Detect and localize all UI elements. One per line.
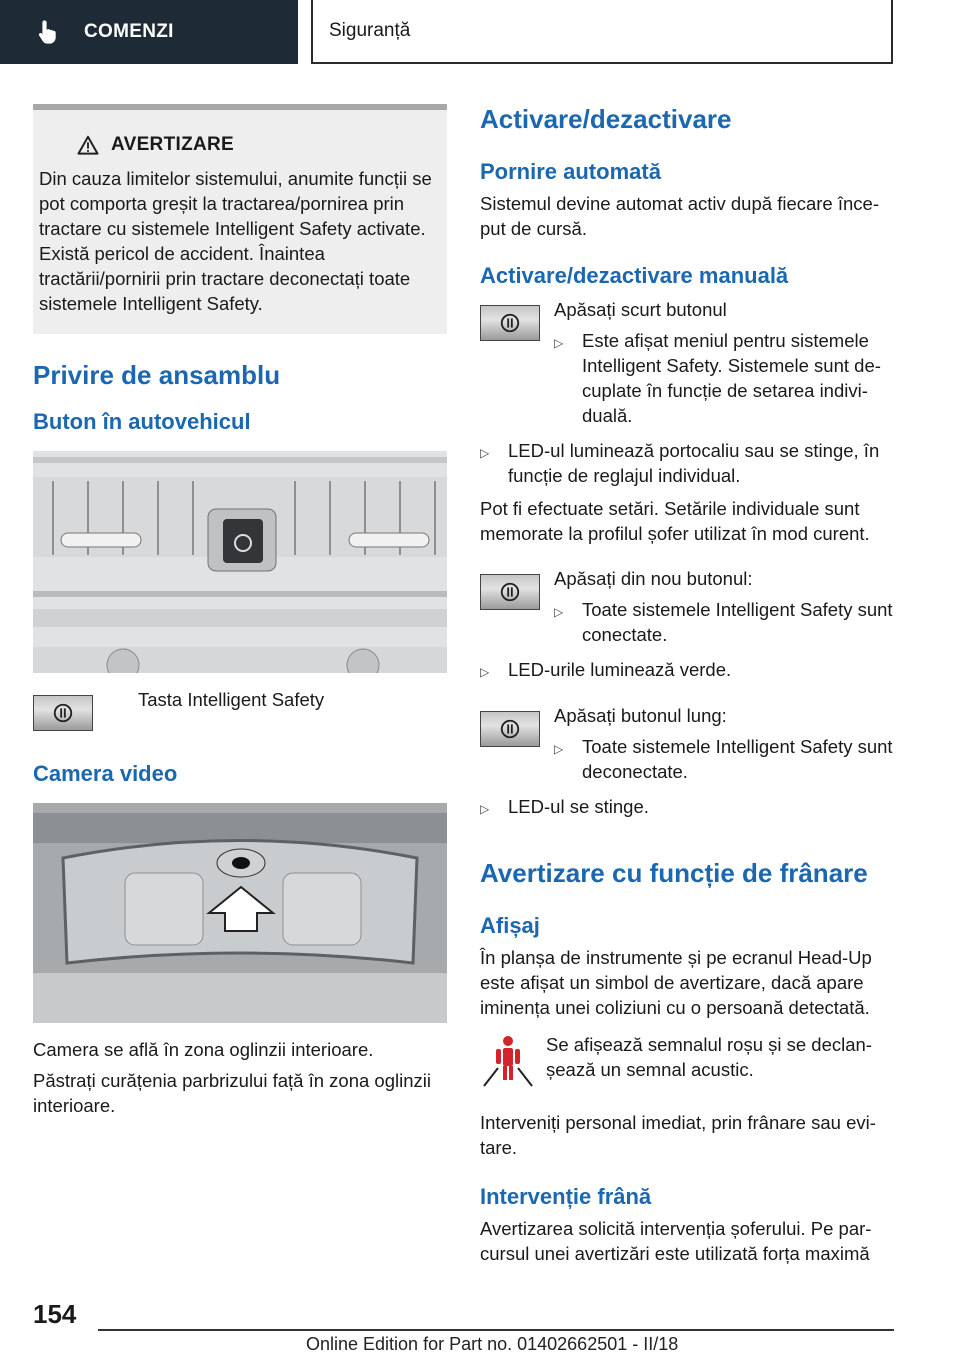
step3-bullet2: [480, 794, 900, 822]
step2-content: [554, 568, 894, 647]
step3-text: Apăsați butonul lung:: [554, 705, 727, 726]
camera-photo: [33, 803, 447, 1023]
key-caption-row: [33, 689, 447, 731]
section-tab-label: Siguranță: [329, 20, 411, 41]
warning-header: [77, 134, 441, 156]
step2-bullet-text: Toate sistemele Intelligent Safety sunt conectate.: [582, 599, 893, 645]
bullet-triangle-icon: ▷: [480, 802, 490, 816]
step1-bullet2: [480, 438, 890, 488]
step1-bullet: [554, 328, 894, 428]
step2-bullet2-text: LED-urile luminează verde.: [508, 659, 732, 680]
step3-row: [480, 705, 900, 784]
brake-text: Avertizarea solicită intervenția șoferului. Pe par- cursul unei avertizări este utilizată forța maximă: [480, 1218, 872, 1264]
right-column: [480, 104, 900, 1266]
warning-text: Din cauza limitelor sistemului, anumite funcții se pot comporta greșit la tractarea/pornirea prin tractare cu sistemele Intelligent Safety activate. Există pericol de accident. Înaintea tractării/pornirii prin tractare deconectați toate sistemele Intelligent Safety.: [39, 168, 432, 314]
activation-heading: Activare/dezactivare: [480, 104, 732, 134]
page-number: 154: [33, 1299, 77, 1329]
dashboard-button-photo: [33, 451, 447, 673]
intervene-text: Interveniți personal imediat, prin frânare sau evi- tare.: [480, 1112, 876, 1158]
section-tab[interactable]: [311, 0, 893, 64]
chapter-tab[interactable]: [0, 0, 298, 64]
button-key-icon: [480, 711, 540, 747]
brake-subheading: Intervenție frână: [480, 1184, 652, 1209]
camera-text-2: Păstrați curățenia parbrizului față în zona oglinzii interioare.: [33, 1070, 431, 1116]
settings-text: Pot fi efectuate setări. Setările individuale sunt memorate la profilul șofer utilizat în mod curent.: [480, 498, 870, 544]
bullet-triangle-icon: ▷: [480, 665, 490, 679]
step3-content: [554, 705, 894, 784]
display-text: În planșa de instrumente și pe ecranul Head-Up este afișat un simbol de avertizare, dacă apare iminența unei coliziuni cu o persoană detectată.: [480, 947, 872, 1018]
step1-bullet-text: Este afișat meniul pentru sistemele Intelligent Safety. Sistemele sunt de- cuplate în funcție de setarea indivi- duală.: [582, 330, 881, 426]
chapter-tab-label: COMENZI: [84, 21, 174, 42]
auto-start-subheading: Pornire automată: [480, 159, 661, 184]
camera-text-1: Camera se află în zona oglinzii interioare.: [33, 1039, 374, 1060]
overview-heading: Privire de ansamblu: [33, 360, 281, 390]
footer-divider: [98, 1329, 894, 1331]
step2-row: [480, 568, 900, 647]
warning-box: [33, 104, 447, 334]
step3-bullet2-text: LED-ul se stinge.: [508, 796, 649, 817]
step2-bullet2: [480, 657, 900, 685]
bullet-triangle-icon: ▷: [554, 336, 564, 350]
warning-triangle-icon: [77, 135, 99, 155]
brake-warning-heading: Avertizare cu funcție de frânare: [480, 858, 868, 888]
left-column: [33, 104, 447, 1118]
auto-start-text: Sistemul devine automat activ după fiecare înce- put de cursă.: [480, 193, 879, 239]
footer-edition: Online Edition for Part no. 01402662501 - II/18: [306, 1334, 679, 1354]
step1-row: [480, 299, 900, 428]
pedestrian-warning-icon: [480, 1032, 536, 1088]
symbol-text: Se afișează semnalul roșu și se declan- șează un semnal acustic.: [546, 1034, 872, 1080]
symbol-row: [480, 1032, 900, 1088]
step3-bullet: [554, 734, 894, 784]
warning-title: AVERTIZARE: [111, 134, 234, 155]
bullet-triangle-icon: ▷: [554, 742, 564, 756]
display-subheading: Afișaj: [480, 913, 540, 938]
step1-bullet2-text: LED-ul luminează portocaliu sau se stinge, în funcție de reglajul individual.: [508, 440, 880, 486]
step2-bullet: [554, 597, 894, 647]
button-key-icon: [480, 574, 540, 610]
step1-content: [554, 299, 894, 428]
button-key-icon: [480, 305, 540, 341]
step1-text: Apăsați scurt butonul: [554, 299, 727, 320]
step3-bullet-text: Toate sistemele Intelligent Safety sunt deconectate.: [582, 736, 893, 782]
key-caption: Tasta Intelligent Safety: [138, 689, 325, 710]
bullet-triangle-icon: ▷: [480, 446, 490, 460]
camera-subheading: Camera video: [33, 761, 178, 786]
button-subheading: Buton în autovehicul: [33, 409, 251, 434]
manual-subheading: Activare/dezactivare manuală: [480, 263, 789, 288]
bullet-triangle-icon: ▷: [554, 605, 564, 619]
step2-text: Apăsați din nou butonul:: [554, 568, 753, 589]
intelligent-safety-key-icon: [33, 695, 93, 731]
hand-pointer-icon: [34, 18, 62, 46]
